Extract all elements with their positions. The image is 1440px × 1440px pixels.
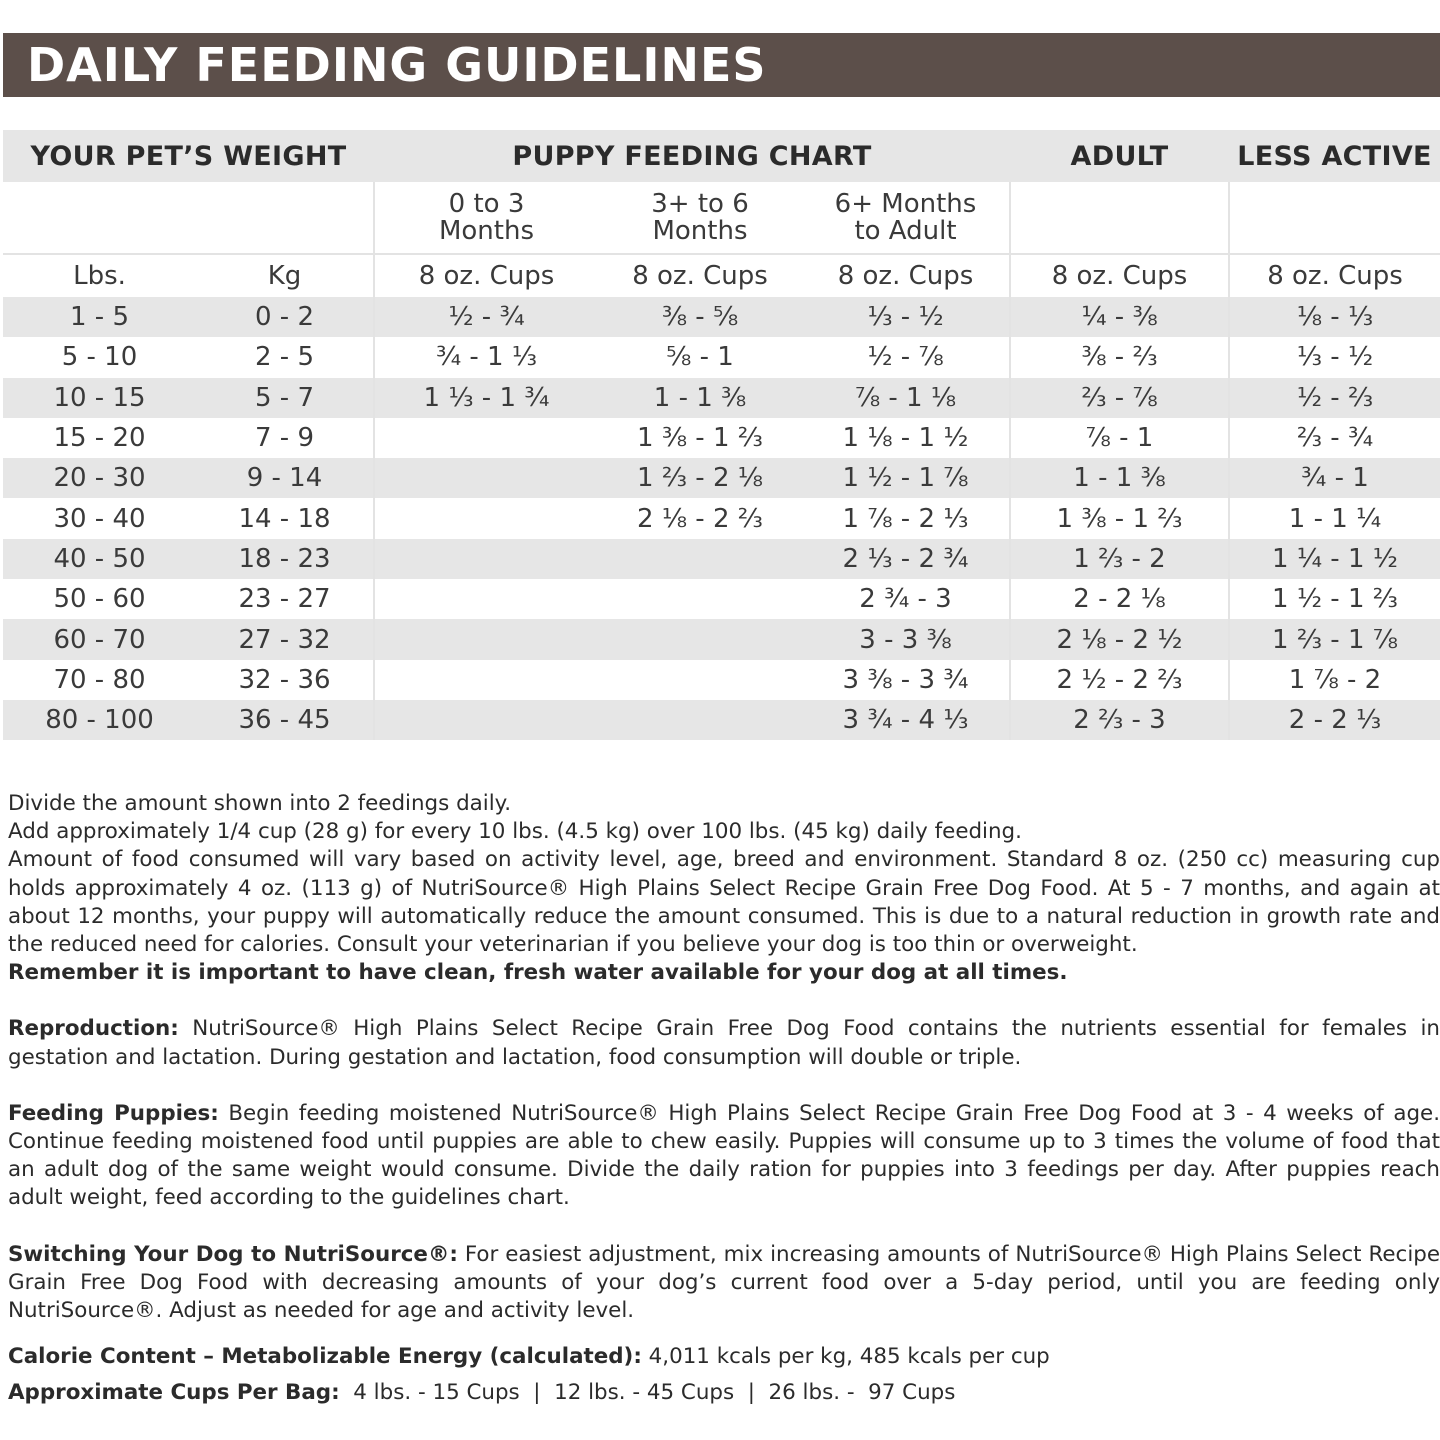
age-empty <box>196 182 374 254</box>
cell-weight-kg: 5 - 7 <box>255 382 314 413</box>
cell-weight-lbs: 20 - 30 <box>53 463 146 494</box>
cell-weight-kg: 23 - 27 <box>238 584 331 615</box>
cell-puppy-0-3 <box>374 498 598 538</box>
note-add: Add approximately 1/4 cup (28 g) for every 10 lbs. (4.5 kg) over 100 lbs. (45 kg) daily feeding. <box>8 819 1022 845</box>
table-row <box>3 660 1440 700</box>
cell-puppy-3-6 <box>598 539 802 579</box>
cell-puppy-3-6 <box>598 619 802 659</box>
cell-adult: ⅜ - ⅔ <box>1010 337 1229 377</box>
cell-puppy-3-6 <box>598 700 802 740</box>
cell-weight-lbs: 5 - 10 <box>61 342 138 373</box>
cell-weight-kg: 7 - 9 <box>255 423 314 454</box>
feeding-table <box>3 130 1440 740</box>
cell-weight-lbs: 60 - 70 <box>53 624 146 655</box>
cell-puppy-0-3 <box>374 458 598 498</box>
unit-kg: Kg <box>196 254 374 297</box>
cell-puppy-3-6: 1 ⅔ - 2 ⅛ <box>637 463 763 494</box>
cell-puppy-3-6: 1 ⅜ - 1 ⅔ <box>637 423 763 454</box>
note-calorie: Calorie Content – Metabolizable Energy (calculated): 4,011 kcals per kg, 485 kcals per cup <box>8 1344 1050 1370</box>
unit-cups: 8 oz. Cups <box>1229 254 1440 297</box>
age-group-3-6: 3+ to 6 Months <box>651 188 749 246</box>
cell-less-active: 1 ⅞ - 2 <box>1229 660 1440 700</box>
cell-less-active: ⅓ - ½ <box>1229 337 1440 377</box>
calorie-label: Calorie Content – Metabolizable Energy (calculated): <box>8 1344 642 1370</box>
switching-label: Switching Your Dog to NutriSource®: <box>8 1241 458 1267</box>
cell-weight-lbs: 30 - 40 <box>53 503 146 534</box>
unit-cups: 8 oz. Cups <box>1010 254 1229 297</box>
cell-weight-kg: 32 - 36 <box>238 664 331 695</box>
cell-less-active: 1 ⅔ - 1 ⅞ <box>1229 619 1440 659</box>
reproduction-label: Reproduction: <box>8 1016 179 1042</box>
unit-cups: 8 oz. Cups <box>598 254 802 297</box>
cell-adult: 2 ½ - 2 ⅔ <box>1010 660 1229 700</box>
cell-weight-kg: 27 - 32 <box>238 624 331 655</box>
cell-puppy-0-3: ½ - ¾ <box>374 297 598 337</box>
cell-puppy-6-adult: ½ - ⅞ <box>867 342 944 373</box>
unit-row <box>3 254 1440 297</box>
cell-less-active: ⅔ - ¾ <box>1229 418 1440 458</box>
note-water: Remember it is important to have clean, fresh water available for your dog at all times. <box>8 960 1068 986</box>
cell-puppy-6-adult: 1 ⅛ - 1 ½ <box>842 423 969 454</box>
table-header-row <box>3 130 1440 182</box>
cell-puppy-6-adult: 1 ⅞ - 2 ⅓ <box>842 503 969 534</box>
unit-cups: 8 oz. Cups <box>374 254 598 297</box>
cell-adult: ⅞ - 1 <box>1010 418 1229 458</box>
puppies-label: Feeding Puppies: <box>8 1100 219 1126</box>
feeding-notes <box>8 790 1440 1408</box>
cell-weight-lbs: 50 - 60 <box>53 584 146 615</box>
cell-weight-kg: 9 - 14 <box>246 463 323 494</box>
table-row <box>3 418 1440 458</box>
cups-label: Approximate Cups Per Bag: <box>8 1380 340 1406</box>
cell-weight-kg: 0 - 2 <box>255 302 314 333</box>
cell-weight-kg: 2 - 5 <box>255 342 314 373</box>
header-weight: YOUR PET’S WEIGHT <box>30 140 347 172</box>
title-banner <box>3 33 1440 97</box>
cell-weight-lbs: 15 - 20 <box>53 423 146 454</box>
unit-lbs: Lbs. <box>3 254 196 297</box>
age-group-row <box>3 182 1440 254</box>
cell-puppy-3-6: 2 ⅛ - 2 ⅔ <box>637 503 763 534</box>
cell-puppy-6-adult: ⅞ - 1 ⅛ <box>854 382 957 413</box>
header-adult: ADULT <box>1070 140 1169 172</box>
cell-weight-kg: 14 - 18 <box>238 503 331 534</box>
note-switching: Switching Your Dog to NutriSource®: For easiest adjustment, mix increasing amounts of NutriSource® High Plains Select Recipe Grain Free Dog Food with decreasing amounts of your dog’s current food over a 5-day period, until you are feeding only NutriSource®. Adjust as needed for age and activity level. <box>8 1241 1440 1324</box>
cell-puppy-0-3 <box>374 619 598 659</box>
cell-adult: ¼ - ⅜ <box>1010 297 1229 337</box>
note-cups-per-bag: Approximate Cups Per Bag: 4 lbs. - 15 Cups | 12 lbs. - 45 Cups | 26 lbs. - 97 Cups <box>8 1380 956 1406</box>
age-empty <box>1229 182 1440 254</box>
age-group-0-3: 0 to 3 Months <box>374 182 598 254</box>
cell-less-active: ⅛ - ⅓ <box>1229 297 1440 337</box>
cell-puppy-6-adult: 1 ½ - 1 ⅞ <box>842 463 969 494</box>
cell-puppy-0-3: ¾ - 1 ⅓ <box>374 337 598 377</box>
cell-less-active: ¾ - 1 <box>1229 458 1440 498</box>
cell-puppy-6-adult: 3 - 3 ⅜ <box>859 624 952 655</box>
page-title: DAILY FEEDING GUIDELINES <box>27 38 767 92</box>
table-row <box>3 539 1440 579</box>
cell-adult: 2 ⅔ - 3 <box>1010 700 1229 740</box>
cell-adult: 1 ⅔ - 2 <box>1010 539 1229 579</box>
cell-weight-kg: 36 - 45 <box>238 705 331 736</box>
header-puppy: PUPPY FEEDING CHART <box>512 140 872 172</box>
cell-less-active: 2 - 2 ⅓ <box>1229 700 1440 740</box>
cell-puppy-3-6: 1 - 1 ⅜ <box>653 382 747 413</box>
cell-adult: 2 ⅛ - 2 ½ <box>1010 619 1229 659</box>
cell-less-active: 1 - 1 ¼ <box>1229 498 1440 538</box>
header-less-active: LESS ACTIVE <box>1237 140 1432 172</box>
cell-puppy-0-3 <box>374 579 598 619</box>
cell-puppy-0-3 <box>374 418 598 458</box>
table-row <box>3 700 1440 740</box>
cell-less-active: 1 ¼ - 1 ½ <box>1229 539 1440 579</box>
cell-puppy-0-3: 1 ⅓ - 1 ¾ <box>374 378 598 418</box>
table-row <box>3 337 1440 377</box>
table-row <box>3 579 1440 619</box>
cell-puppy-3-6: ⅝ - 1 <box>666 342 734 373</box>
cell-less-active: ½ - ⅔ <box>1229 378 1440 418</box>
cell-puppy-0-3 <box>374 700 598 740</box>
age-group-6-adult: 6+ Months to Adult <box>834 188 977 246</box>
table-data-body <box>3 297 1440 740</box>
cell-weight-lbs: 1 - 5 <box>70 302 129 333</box>
table-row <box>3 619 1440 659</box>
table-row <box>3 498 1440 538</box>
unit-cups: 8 oz. Cups <box>802 254 1010 297</box>
age-empty <box>3 182 196 254</box>
cell-weight-lbs: 80 - 100 <box>45 705 154 736</box>
cell-puppy-3-6: ⅜ - ⅝ <box>661 302 739 333</box>
cell-weight-lbs: 70 - 80 <box>53 664 146 695</box>
cell-puppy-3-6 <box>598 579 802 619</box>
cell-weight-lbs: 40 - 50 <box>53 543 146 574</box>
table-row <box>3 297 1440 337</box>
note-reproduction: Reproduction: NutriSource® High Plains Select Recipe Grain Free Dog Food contains the nutrients essential for females in gestation and lactation. During gestation and lactation, food consumption will double or triple. <box>8 1016 1440 1070</box>
cell-adult: 1 ⅜ - 1 ⅔ <box>1010 498 1229 538</box>
cell-puppy-0-3 <box>374 660 598 700</box>
note-feeding-puppies: Feeding Puppies: Begin feeding moistened NutriSource® High Plains Select Recipe Grain Free Dog Food at 3 - 4 weeks of age. Continue feeding moistened food until puppies are able to chew easily. Puppies will consume up to 3 times the volume of food that an adult dog of the same weight would consume. Divide the daily ration for puppies into 3 feedings per day. After puppies reach adult weight, feed according to the guidelines chart. <box>8 1100 1440 1211</box>
cell-puppy-6-adult: 3 ⅜ - 3 ¾ <box>842 664 969 695</box>
cell-weight-lbs: 10 - 15 <box>53 382 146 413</box>
cell-adult: 2 - 2 ⅛ <box>1010 579 1229 619</box>
cell-puppy-6-adult: ⅓ - ½ <box>867 302 944 333</box>
cell-adult: ⅔ - ⅞ <box>1010 378 1229 418</box>
cell-puppy-6-adult: 2 ⅓ - 2 ¾ <box>842 543 969 574</box>
cell-adult: 1 - 1 ⅜ <box>1010 458 1229 498</box>
cell-puppy-0-3 <box>374 539 598 579</box>
table-row <box>3 458 1440 498</box>
age-empty <box>1010 182 1229 254</box>
note-amount: Amount of food consumed will vary based on activity level, age, breed and environment. Standard 8 oz. (250 cc) measuring cup holds approximately 4 oz. (113 g) of NutriSource® High Plains Select Recipe Grain Free Dog Food. At 5 - 7 months, and again at about 12 months, your puppy will automatically reduce the amount consumed. This is due to a natural reduction in growth rate and the reduced need for calories. Consult your veterinarian if you believe your dog is too thin or overweight. <box>8 847 1440 958</box>
cell-puppy-3-6 <box>598 660 802 700</box>
note-divide: Divide the amount shown into 2 feedings daily. <box>8 791 512 816</box>
cell-puppy-6-adult: 3 ¾ - 4 ⅓ <box>842 705 969 736</box>
table-row <box>3 378 1440 418</box>
cell-weight-kg: 18 - 23 <box>238 543 331 574</box>
cell-less-active: 1 ½ - 1 ⅔ <box>1229 579 1440 619</box>
cell-puppy-6-adult: 2 ¾ - 3 <box>859 584 952 615</box>
